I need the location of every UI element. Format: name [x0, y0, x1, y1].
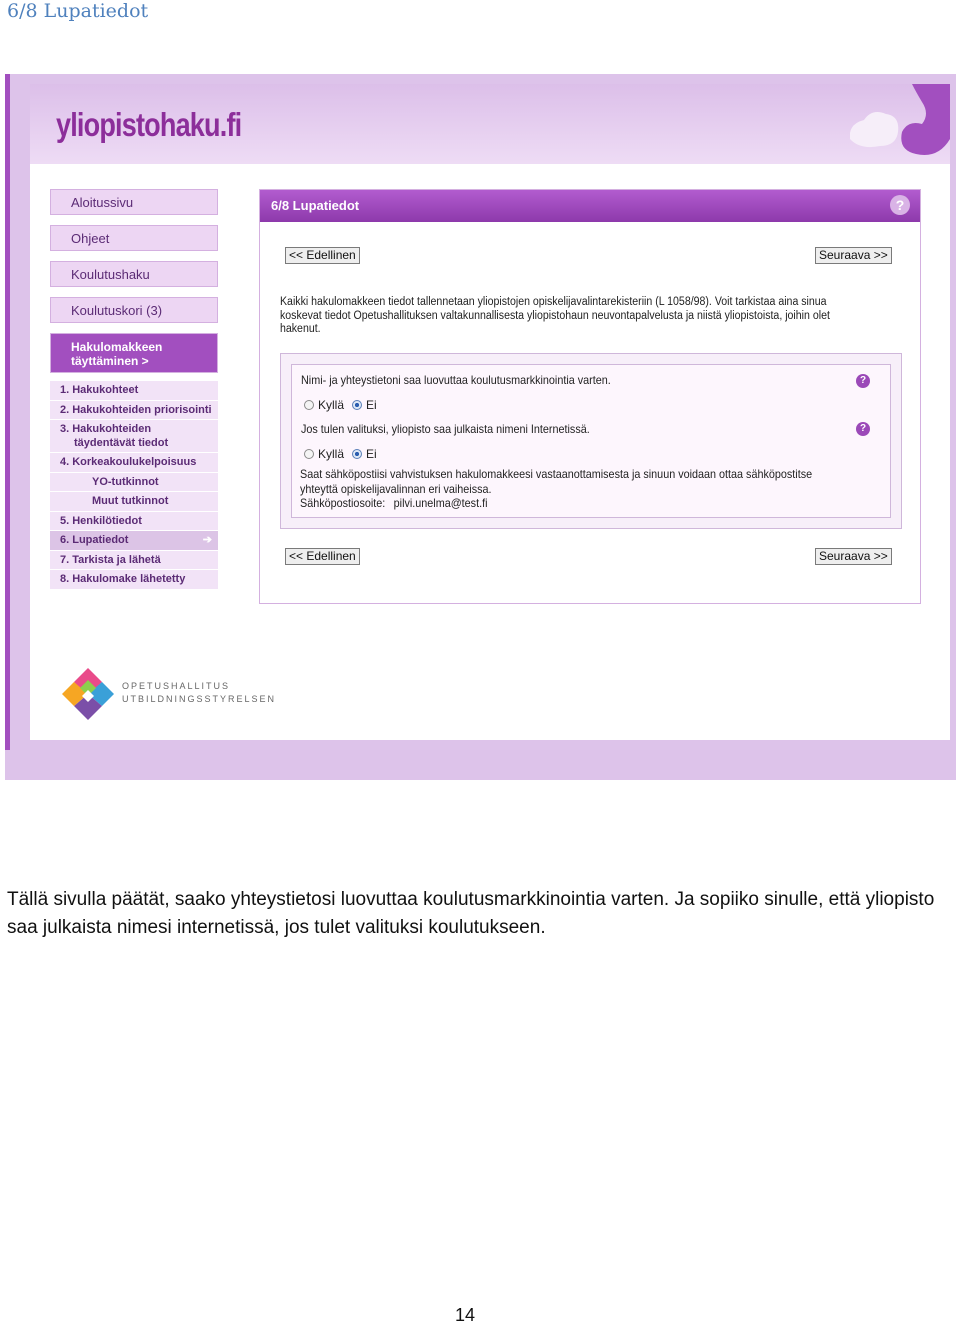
- intro-line2: koskevat tiedot Opetushallituksen valtakunnallisesta yliopistohaun neuvontapalvelusta ja niistä yliopistoista, joihin olet: [280, 309, 830, 322]
- left-navigation: [50, 189, 218, 590]
- org-name-sv: UTBILDNINGSSTYRELSEN: [122, 694, 277, 704]
- step-taydentavat-line1: 3. Hakukohteiden: [60, 423, 152, 435]
- nav-aloitussivu[interactable]: Aloitussivu: [50, 189, 218, 215]
- step-muut-tutkinnot[interactable]: Muut tutkinnot: [50, 492, 218, 512]
- radio-group-marketing: [304, 398, 377, 412]
- screenshot-frame: [5, 74, 956, 780]
- nav-koulutushaku[interactable]: Koulutushaku: [50, 261, 218, 287]
- permissions-inner: [291, 364, 891, 518]
- radio-ei-2[interactable]: [352, 449, 362, 459]
- step-yo-tutkinnot[interactable]: YO-tutkinnot: [50, 473, 218, 493]
- site-header: [30, 84, 950, 164]
- next-button-top[interactable]: Seuraava >>: [815, 247, 892, 264]
- email-note-line2: yhteyttä opiskelijavalinnan eri vaiheissa.: [300, 481, 492, 496]
- step-lupatiedot-label: 6. Lupatiedot: [60, 534, 129, 546]
- email-label: Sähköpostiosoite:: [300, 496, 386, 510]
- step-hakukohteet[interactable]: 1. Hakukohteet: [50, 381, 218, 401]
- privacy-intro: [280, 296, 906, 337]
- site-logo[interactable]: yliopistohaku.fi: [56, 106, 242, 143]
- question-publish-name: Jos tulen valituksi, yliopisto saa julkaista nimeni Internetissä.: [301, 422, 590, 436]
- org-name-fi: OPETUSHALLITUS: [122, 681, 231, 691]
- radio-group-publish: [304, 447, 377, 461]
- panel-header: [260, 190, 920, 222]
- intro-line3: hakenut.: [280, 323, 321, 335]
- opetushallitus-wordmark: [122, 680, 276, 706]
- site-page: [30, 84, 950, 740]
- radio-kylla-1[interactable]: [304, 400, 314, 410]
- question-help-icon[interactable]: ?: [856, 374, 870, 388]
- question-marketing: Nimi- ja yhteystietoni saa luovuttaa koulutusmarkkinointia varten.: [301, 373, 611, 387]
- email-note: [300, 467, 876, 511]
- help-icon[interactable]: ?: [890, 195, 910, 215]
- step-taydentavat[interactable]: [50, 420, 218, 453]
- nav-active-line2: täyttäminen >: [71, 354, 149, 368]
- nav-ohjeet[interactable]: Ohjeet: [50, 225, 218, 251]
- step-lahetetty[interactable]: 8. Hakulomake lähetetty: [50, 570, 218, 590]
- radio-ei-label-1: Ei: [366, 398, 377, 412]
- opetushallitus-logo-icon: [60, 666, 116, 722]
- arrow-right-icon: ➔: [202, 534, 212, 546]
- frame-accent-line: [5, 74, 10, 750]
- email-note-line1: Saat sähköpostiisi vahvistuksen hakulomakkeesi vastaanottamisesta ja sinuun voidaan ottaa sähköpostitse: [300, 467, 813, 481]
- radio-ei-1[interactable]: [352, 400, 362, 410]
- intro-line1: Kaikki hakulomakkeen tiedot tallennetaan yliopistojen opiskelijavalintarekisteriin (L 1058/98). Voit tarkistaa aina sinua: [280, 296, 827, 308]
- nav-hakulomake-active[interactable]: [50, 333, 218, 373]
- radio-kylla-label-1: Kyllä: [318, 398, 345, 412]
- step-priorisointi[interactable]: 2. Hakukohteiden priorisointi: [50, 401, 218, 421]
- nav-active-line1: Hakulomakkeen: [71, 340, 163, 354]
- radio-kylla-2[interactable]: [304, 449, 314, 459]
- email-value: pilvi.unelma@test.fi: [393, 496, 488, 510]
- prev-button-bottom[interactable]: << Edellinen: [285, 548, 360, 565]
- step-taydentavat-line2: täydentävät tiedot: [74, 437, 169, 449]
- header-decoration-icon: [850, 84, 950, 164]
- question-help-icon[interactable]: ?: [856, 422, 870, 436]
- document-heading: 6/8 Lupatiedot: [7, 0, 149, 22]
- body-paragraph: Tällä sivulla päätät, saako yhteystietosi luovuttaa koulutusmarkkinointia varten. Ja sopiiko sinulle, että yliopisto saa julkaista nimesi internetissä, jos tulet valituksi koulutukseen.: [7, 889, 935, 938]
- step-kelpoisuus[interactable]: 4. Korkeakoulukelpoisuus: [50, 453, 218, 473]
- nav-koulutuskori[interactable]: Koulutuskori (3): [50, 297, 218, 323]
- email-row: [300, 496, 876, 511]
- main-panel: [259, 189, 921, 604]
- step-henkilotiedot[interactable]: 5. Henkilötiedot: [50, 512, 218, 532]
- next-button-bottom[interactable]: Seuraava >>: [815, 548, 892, 565]
- step-lupatiedot-current[interactable]: [50, 531, 218, 551]
- radio-kylla-label-2: Kyllä: [318, 447, 345, 461]
- panel-title: 6/8 Lupatiedot: [271, 198, 360, 213]
- step-tarkista[interactable]: 7. Tarkista ja lähetä: [50, 551, 218, 571]
- radio-ei-label-2: Ei: [366, 447, 377, 461]
- prev-button-top[interactable]: << Edellinen: [285, 247, 360, 264]
- permissions-box: [280, 353, 902, 529]
- page-number: 14: [455, 1305, 476, 1325]
